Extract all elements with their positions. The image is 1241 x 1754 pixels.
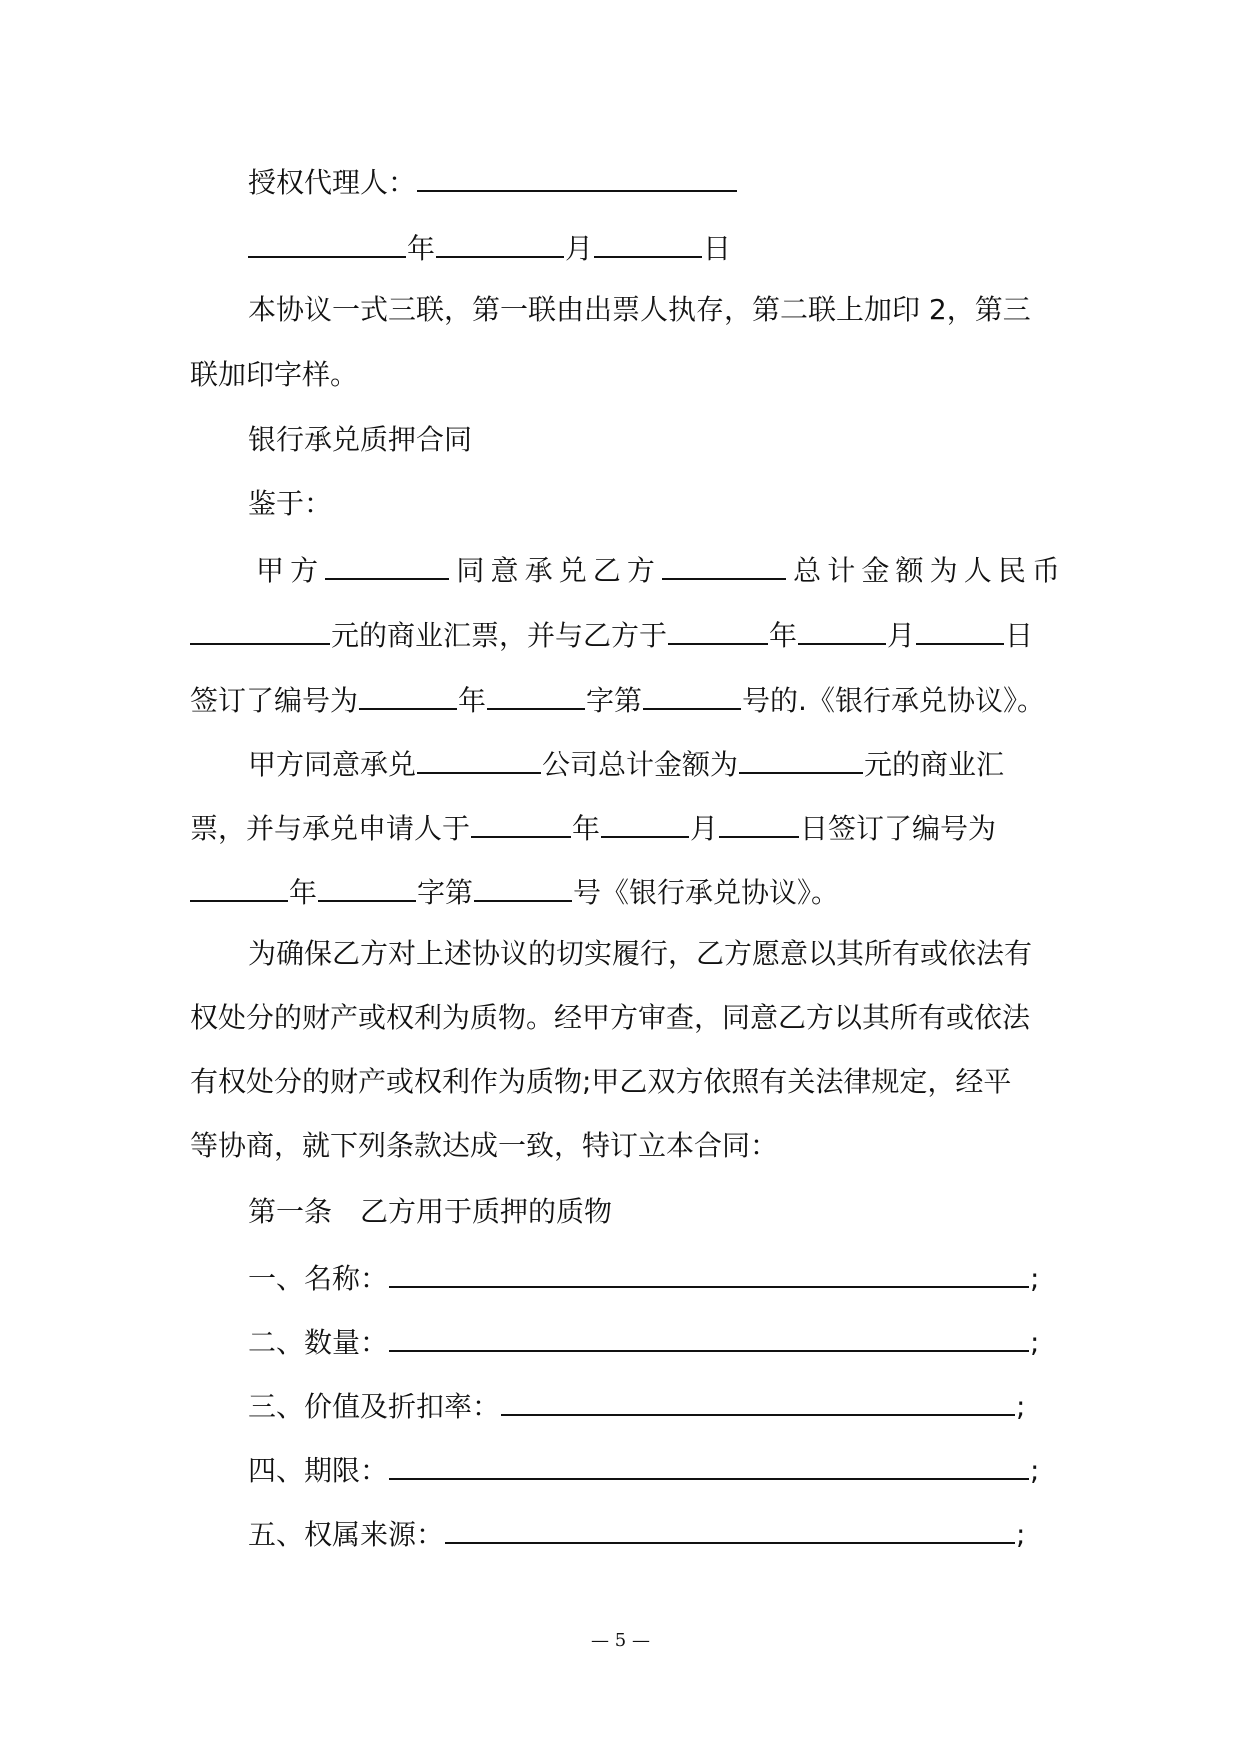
item-term (248, 1448, 1060, 1488)
para1-text: 元的商业汇票，并与乙方于 (331, 619, 668, 652)
contract-title: 银行承兑质押合同 (248, 423, 473, 456)
item-end: ; (1030, 1262, 1040, 1295)
para3-line-4: 等协商，就下列条款达成一致，特订立本合同： (190, 1129, 779, 1162)
agent-label: 授权代理人： (248, 166, 417, 199)
item-end: ; (1016, 1390, 1026, 1423)
blank (719, 806, 799, 838)
para3-line-1: 为确保乙方对上述协议的切实履行，乙方愿意以其所有或依法有 (248, 937, 1033, 970)
item-quantity (248, 1320, 1060, 1360)
blank (389, 1448, 1029, 1480)
item-value (248, 1384, 1060, 1424)
day-label: 日 (703, 232, 732, 265)
blank (359, 678, 457, 710)
item-end: ; (1016, 1518, 1026, 1551)
para1-text: 年 (769, 619, 798, 652)
para2-text: 字第 (417, 876, 474, 909)
date-line (248, 226, 1060, 266)
para1-text: 年 (458, 684, 487, 717)
item-end: ; (1030, 1326, 1040, 1359)
para1-text-c: 总计金额为人民币 (787, 554, 1060, 587)
para2-text: 甲方同意承兑 (248, 748, 417, 781)
blank (190, 613, 330, 645)
para1-text: 签订了编号为 (190, 684, 359, 717)
blank (471, 806, 571, 838)
para2-text: 票，并与承兑申请人于 (190, 812, 471, 845)
blank (445, 1512, 1015, 1544)
para2-line-1 (248, 742, 1060, 782)
blank (739, 742, 863, 774)
whereas-label: 鉴于： (248, 487, 333, 520)
para1-line-2 (190, 613, 1060, 653)
item-label: 二、数量： (248, 1326, 389, 1359)
blank (501, 1384, 1015, 1416)
item-label: 五、权属来源： (248, 1518, 445, 1551)
note-line-1: 本协议一式三联，第一联由出票人执存，第二联上加印 2，第三 (248, 293, 1031, 326)
blank (668, 613, 768, 645)
blank (643, 678, 741, 710)
item-label: 一、名称： (248, 1262, 389, 1295)
item-end: ; (1030, 1454, 1040, 1487)
para2-text: 元的商业汇 (864, 748, 1005, 781)
para1-text-a: 甲方 (256, 554, 325, 587)
para2-line-3 (190, 870, 1060, 910)
day-blank (594, 226, 702, 258)
blank (487, 678, 585, 710)
para1-text: 号的.《银行承兑协议》。 (742, 684, 1045, 717)
para2-text: 年 (572, 812, 601, 845)
para1-text: 月 (887, 619, 916, 652)
item-label: 三、价值及折扣率： (248, 1390, 501, 1423)
blank (318, 870, 416, 902)
agent-line (248, 160, 1060, 200)
year-blank (248, 226, 406, 258)
para3-line-2: 权处分的财产或权利为质物。经甲方审查，同意乙方以其所有或依法 (190, 1001, 1031, 1034)
blank (389, 1320, 1029, 1352)
para1-text: 日 (1005, 619, 1034, 652)
item-ownership (248, 1512, 1060, 1552)
blank (916, 613, 1004, 645)
blank (474, 870, 572, 902)
para2-text: 月 (690, 812, 719, 845)
agent-blank (417, 160, 737, 192)
blank (662, 548, 786, 580)
para2-line-2 (190, 806, 1060, 846)
item-label: 四、期限： (248, 1454, 389, 1487)
blank (389, 1256, 1029, 1288)
blank (190, 870, 288, 902)
para1-text: 字第 (586, 684, 643, 717)
para1-text-b: 同意承兑乙方 (450, 554, 662, 587)
blank (601, 806, 689, 838)
item-name (248, 1256, 1060, 1296)
para2-text: 年 (289, 876, 318, 909)
page-number: — 5 — (591, 1630, 650, 1651)
month-blank (436, 226, 564, 258)
blank (325, 548, 449, 580)
blank (798, 613, 886, 645)
para3-line-3: 有权处分的财产或权利作为质物;甲乙双方依照有关法律规定，经平 (190, 1065, 1012, 1098)
para1-line-1 (256, 548, 1060, 588)
month-label: 月 (565, 232, 594, 265)
note-line-2: 联加印字样。 (190, 358, 359, 391)
year-label: 年 (407, 232, 436, 265)
para2-text: 日签订了编号为 (800, 812, 997, 845)
para2-text: 公司总计金额为 (542, 748, 739, 781)
blank (417, 742, 541, 774)
para2-text: 号《银行承兑协议》。 (573, 876, 840, 909)
para1-line-3 (190, 678, 1060, 718)
article-1-title: 第一条 乙方用于质押的质物 (248, 1195, 613, 1228)
